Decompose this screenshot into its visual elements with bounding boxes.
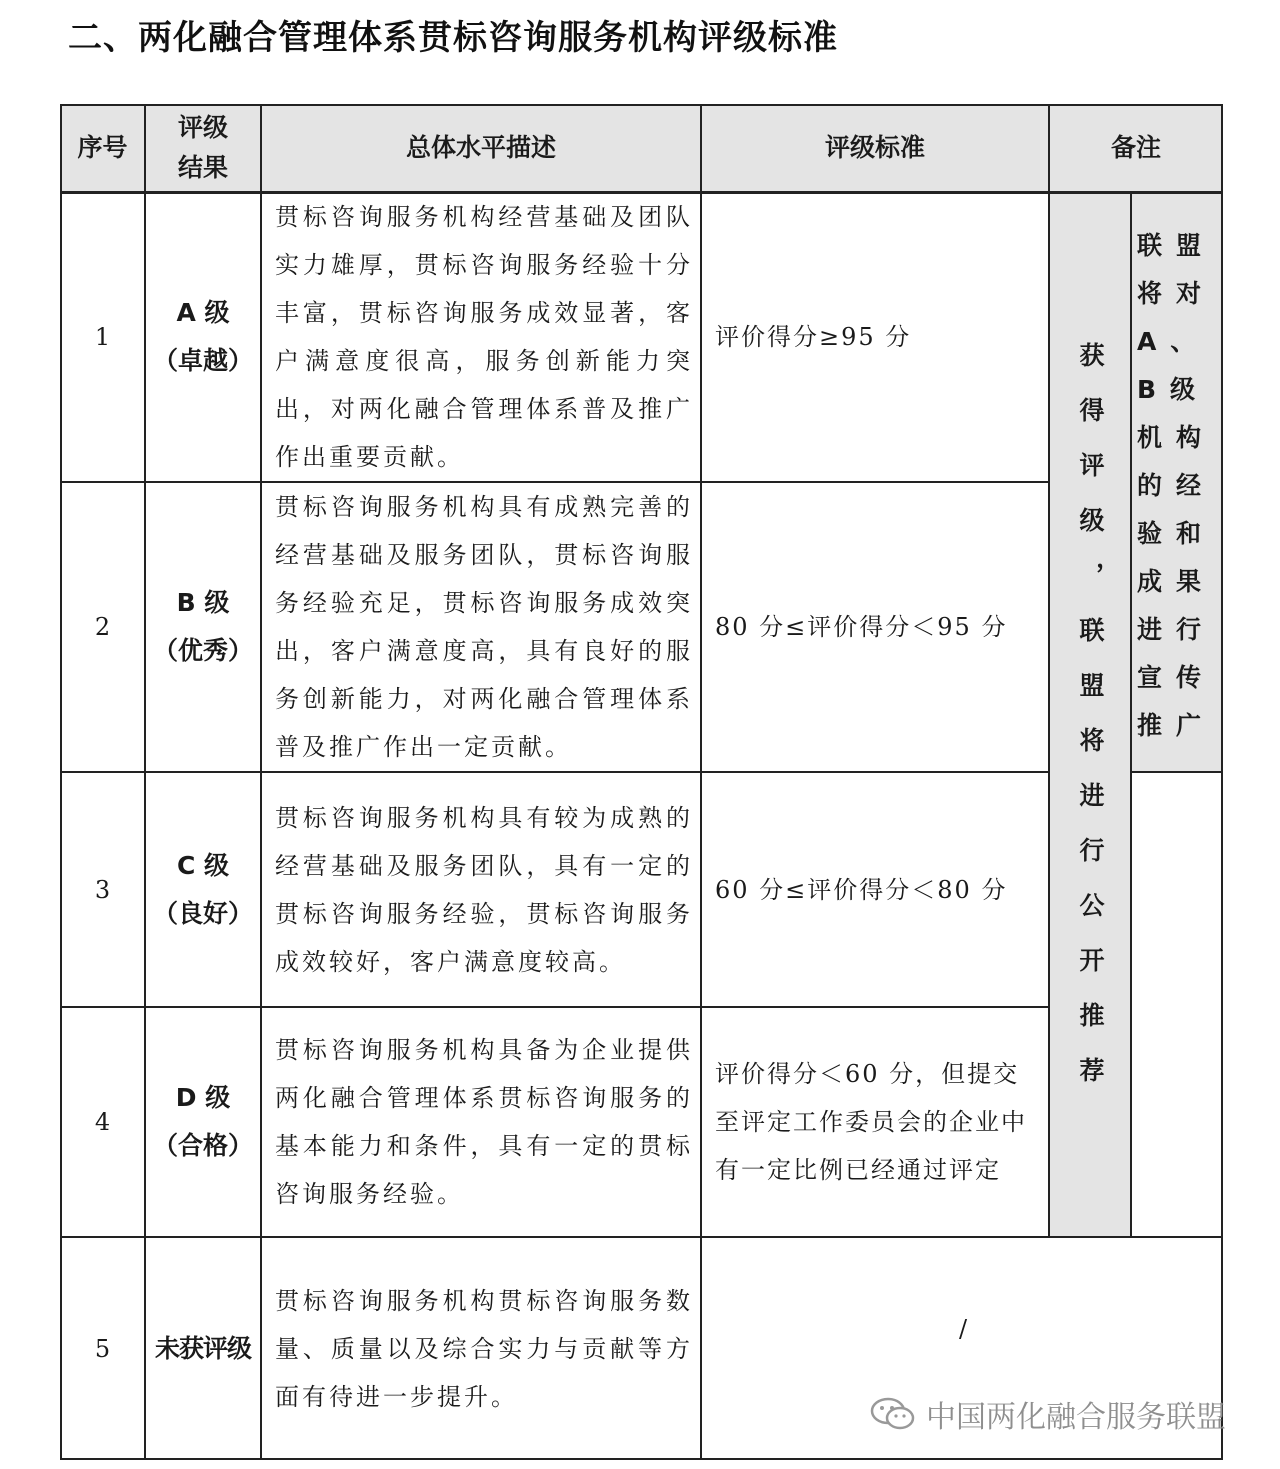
- row-4-seq: 4: [94, 1108, 111, 1136]
- border-left: [60, 104, 62, 1460]
- row-4-standard: 评价得分＜60 分，但提交至评定工作委员会的企业中有一定比例已经通过评定: [715, 1060, 1027, 1184]
- page-title: 二、两化融合管理体系贯标咨询服务机构评级标准: [68, 18, 838, 58]
- header-description: 总体水平描述: [261, 104, 701, 192]
- header-grade-label: 评级结果: [177, 113, 228, 182]
- row-1-description: 贯标咨询服务机构经营基础及团队实力雄厚，贯标咨询服务经验十分丰富，贯标咨询服务成效显著，客户满意度很高，服务创新能力突出，对两化融合管理体系普及推广作出重要贡献。: [275, 203, 693, 471]
- row-divider-1: [60, 481, 1049, 483]
- watermark-text: 中国两化融合服务联盟: [926, 1400, 1226, 1435]
- row-1-grade-sub: （卓越）: [152, 346, 253, 375]
- row-3-grade-sub: （良好）: [152, 898, 253, 928]
- row-4-grade-label: D 级: [175, 1083, 231, 1112]
- wechat-icon: [870, 1397, 916, 1431]
- row-4-grade-sub: （合格）: [152, 1131, 253, 1160]
- notes-rated-cell: [1049, 192, 1131, 1237]
- header-standard: 评级标准: [701, 104, 1049, 192]
- notes-rated-text: 获得评级，联盟将进行公开推荐: [1076, 342, 1105, 1112]
- col-divider-1: [144, 104, 146, 1460]
- row-1-grade: [145, 192, 261, 482]
- row-2-seq: 2: [94, 613, 111, 641]
- header-notes: 备注: [1049, 104, 1223, 192]
- row-5-description: 贯标咨询服务机构贯标咨询服务数量、质量以及综合实力与贡献等方面有待进一步提升。: [275, 1286, 693, 1411]
- col-divider-4: [1048, 104, 1050, 1238]
- rating-table: [60, 104, 1223, 1460]
- row-4-description: 贯标咨询服务机构具备为企业提供两化融合管理体系贯标咨询服务的基本能力和条件，具有一定的贯标咨询服务经验。: [275, 1036, 693, 1208]
- notes-ab-cell: [1131, 192, 1223, 772]
- header-seq: 序号: [60, 104, 145, 192]
- row-3-grade: [145, 772, 261, 1007]
- col-divider-5: [1130, 192, 1132, 1238]
- watermark: [870, 1392, 1226, 1436]
- row-divider-3: [60, 1006, 1049, 1008]
- row-2-grade-label: B 级: [176, 588, 230, 617]
- row-1-grade-label: A 级: [176, 298, 230, 327]
- row-divider-2: [60, 771, 1049, 773]
- row-5-grade-label: 未获评级: [154, 1333, 251, 1363]
- notes-ab-text: 联盟将对A、B级机构的经验和成果进行宣传推广: [1137, 231, 1216, 740]
- row-3-description: 贯标咨询服务机构具有较为成熟的经营基础及服务团队，具有一定的贯标咨询服务经验，贯标咨询服务成效较好，客户满意度较高。: [275, 803, 693, 976]
- row-1-seq: 1: [94, 323, 111, 351]
- border-right: [1221, 104, 1223, 1460]
- notes-ab-divider: [1131, 771, 1223, 773]
- row-1-standard: 评价得分≥95 分: [715, 323, 912, 351]
- row-3-seq: 3: [94, 875, 111, 904]
- row-3-grade-label: C 级: [176, 850, 230, 880]
- row-2-standard: 80 分≤评价得分＜95 分: [715, 613, 1008, 641]
- col-divider-2: [260, 104, 262, 1460]
- border-bottom: [60, 1458, 1223, 1460]
- col-divider-3: [700, 104, 702, 1460]
- header-grade: [145, 104, 261, 192]
- row-2-description: 贯标咨询服务机构具有成熟完善的经营基础及服务团队，贯标咨询服务经验充足，贯标咨询服务成效突出，客户满意度高，具有良好的服务创新能力，对两化融合管理体系普及推广作出一定贡献。: [275, 493, 693, 761]
- row-2-grade-sub: （优秀）: [152, 636, 253, 665]
- row-4-grade: [145, 1007, 261, 1237]
- row-5-seq: 5: [94, 1334, 111, 1363]
- row-3-standard: 60 分≤评价得分＜80 分: [715, 875, 1008, 904]
- row-5-standard: /: [958, 1314, 970, 1343]
- row-2-grade: [145, 482, 261, 772]
- row-5-grade: [145, 1237, 261, 1460]
